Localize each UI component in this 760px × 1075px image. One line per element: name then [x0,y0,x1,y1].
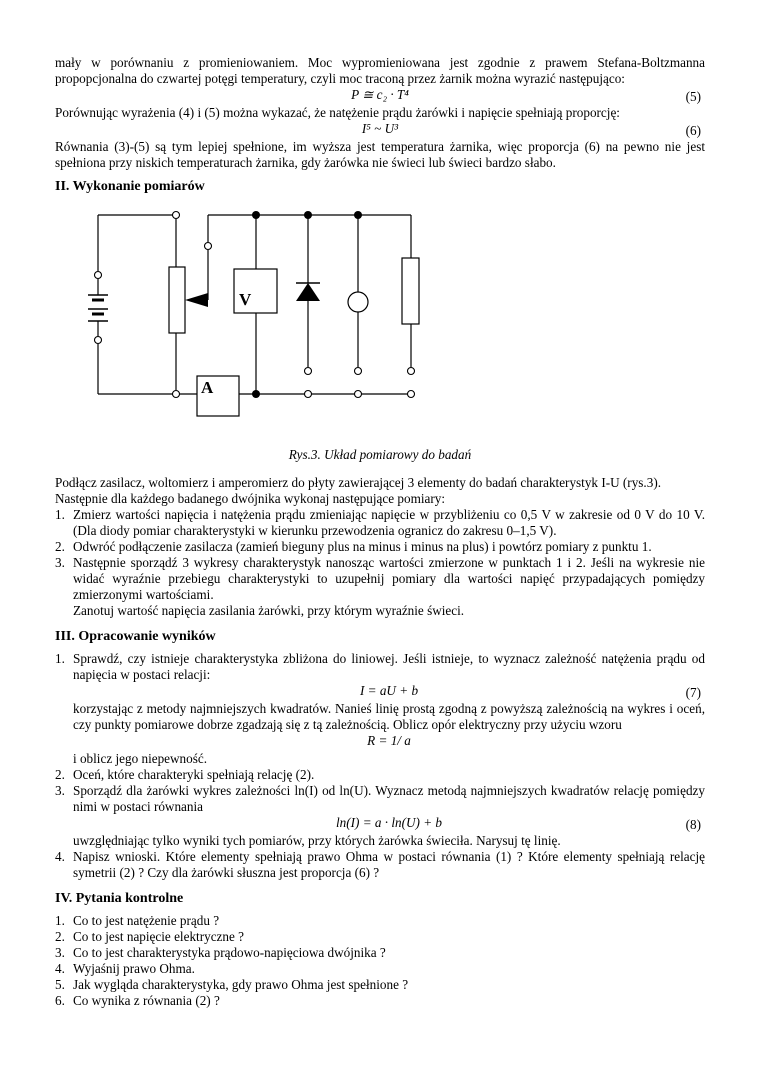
control-questions-list [55,913,705,1009]
list-item: 4. Napisz wnioski. Które elementy spełniają prawo Ohma w postaci równania (1) ? Które elementy spełniają relację symetrii (2) ? Czy dla żarówki słuszna jest proporcja (6) ? [55,849,705,880]
equation-8-number: (8) [685,817,701,832]
equation-8-body: ln(I) = a · ln(U) + b [335,815,443,830]
list-item: 6. Co wynika z równania (2) ? [55,993,220,1008]
equation-7-body: I = aU + b [359,683,419,698]
list-item: 2. Co to jest napięcie elektryczne ? [55,929,244,944]
list-item: 2. Odwróć podłączenie zasilacza (zamień bieguny plus na minus i minus na plus) i powtórz pomiary z punktu 1. [55,539,652,554]
section-3-heading: III. Opracowanie wyników [55,629,216,644]
measurement-steps-list [55,507,705,603]
list-item: 3. Następnie sporządź 3 wykresy charakterystyk nanosząc wartości zmierzone w punktach 1 i 2. Jeśli na wykresie nie widać wyraźnie przebiegu charakterystyki to uzupełnij pomiary dla wartości napięć przypadających pomiędzy zmierzonymi wartościami. [55,555,705,602]
list-item: 1. Co to jest natężenie prądu ? [55,913,220,928]
equation-8 [73,815,705,833]
intro-paragraph-2: Porównując wyrażenia (4) i (5) można wykazać, że natężenie prądu żarówki i napięcie spełniają proporcję: [55,105,620,120]
equation-6-number: (6) [685,123,701,138]
section-2-paragraph-1: Podłącz zasilacz, woltomierz i amperomierz do płyty zawierającej 3 elementy do badań charakterystyk I-U (rys.3). [55,475,662,490]
voltmeter-label: V [239,290,252,309]
list-item: 4. Wyjaśnij prawo Ohma. [55,961,195,976]
intro-paragraph-1: mały w porównaniu z promieniowaniem. Moc wypromieniowana jest zgodnie z prawem Stefana-Boltzmanna propopcjonalna do czwartej potęgi temperatury, czyli moc traconą przez żarnik można wyrazić następująco: [55,55,705,86]
bulb-voltage-note: Zanotuj wartość napięcia zasilania żarówki, przy którym wyraźnie świeci. [73,603,465,618]
ammeter-label: A [201,378,214,397]
equation-5-body: P ≅ c₂ · T⁴ [351,87,409,102]
intro-paragraph-3: Równania (3)-(5) są tym lepiej spełnione, im wyższa jest temperatura żarnika, więc proporcja (6) na pewno nie jest spełniona przy niskich temperaturach żarnika, gdy żarówka nie świeci lub świeci bardzo słabo. [55,139,705,170]
equation-7 [73,683,705,701]
circuit-diagram [55,207,705,435]
analysis-steps-list [55,651,705,881]
document-page [55,55,705,1009]
resistance-equation [73,733,705,751]
equation-7-number: (7) [685,685,701,700]
equation-6 [55,121,705,139]
section-2-heading: II. Wykonanie pomiarów [55,179,205,194]
equation-6-body: I⁵ ~ U³ [361,121,399,136]
resistance-equation-body: R = 1/ a [367,733,411,748]
list-item: 3. Co to jest charakterystyka prądowo-napięciowa dwójnika ? [55,945,386,960]
section-2-paragraph-2: Następnie dla każdego badanego dwójnika wykonaj następujące pomiary: [55,491,445,506]
list-item: 1. Zmierz wartości napięcia i natężenia prądu zmieniając napięcie w przybliżeniu co 0,5 V w zakresie od 0 V do 10 V. (Dla diody pomiar charakterystyki w kierunku przewodzenia ogranicz do zakresu 0–1,5 V). [55,507,705,538]
list-item: 2. Oceń, które charakteryki spełniają relację (2). [55,767,315,782]
list-item: 5. Jak wygląda charakterystyka, gdy prawo Ohma jest spełnione ? [55,977,409,992]
equation-5-number: (5) [685,89,701,104]
figure-caption: Rys.3. Układ pomiarowy do badań [288,447,472,462]
list-item: 3. Sporządź dla żarówki wykres zależności ln(I) od ln(U). Wyznacz metodą najmniejszych kwadratów relację pomiędzy nimi w postaci równania ln(I) = a · ln(U) + b (8) uwzględniając tylko wyniki tych pomiarów, przy których żarówka świeciła. Narysuj tę linię. [55,783,705,848]
equation-5 [55,87,705,105]
list-item: 1. Sprawdź, czy istnieje charakterystyka zbliżona do liniowej. Jeśli istnieje, to wyznacz zależność natężenia prądu od napięcia w postaci relacji: I = aU + b (7) korzystając z metody najmniejszych kwadratów. Nanieś linię prostą zgodną z powyższą zależnością na wykres i oceń, czy punkty pomiarowe dobrze zgadzają się z tą zależnością. Oblicz opór elektryczny przy użyciu wzoru R = 1/ a i oblicz jego niepewność. [55,651,705,766]
section-4-heading: IV. Pytania kontrolne [55,891,184,906]
